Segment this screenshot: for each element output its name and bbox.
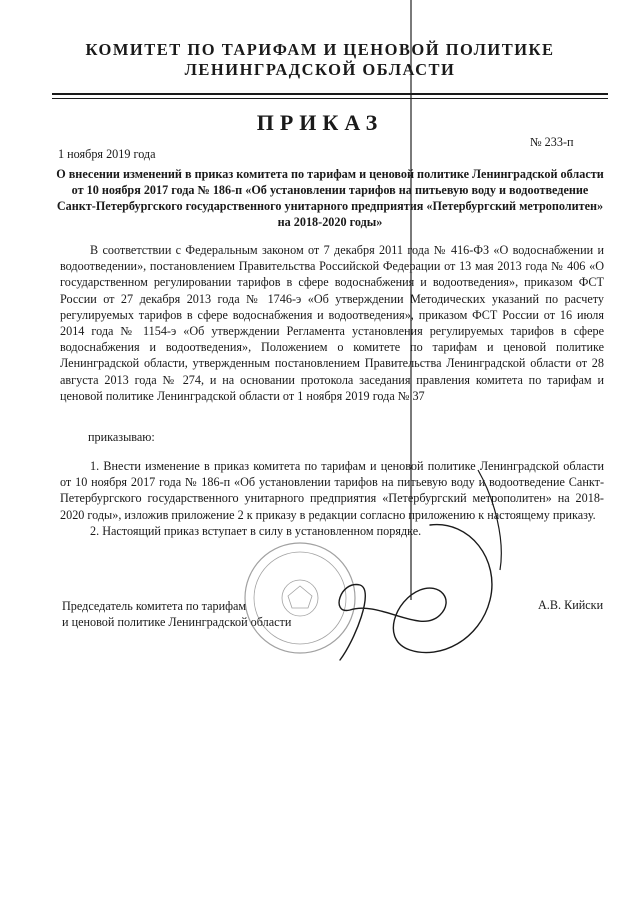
org-name-line2: ЛЕНИНГРАДСКОЙ ОБЛАСТИ [184,60,456,79]
org-name-line1: КОМИТЕТ ПО ТАРИФАМ И ЦЕНОВОЙ ПОЛИТИКЕ [85,40,555,59]
signatory-position [62,598,291,630]
signatory-position-line2: и ценовой политике Ленинградской области [62,615,292,630]
decree-word: приказываю: [88,430,155,444]
order-subject: О внесении изменений в приказ комитета по тарифам и ценовой политике Ленинградской области от 10 ноября 2017 года № 186-п «Об установлении тарифов на питьевую воду и водоотведение Санкт-Петербургского государственного унитарного предприятия «Петербургский метрополитен» на 2018-2020 годы» [56,167,604,229]
header-rule-thick [52,93,608,95]
preamble-text: В соответствии с Федеральным законом от 7 декабря 2011 года № 416-ФЗ «О водоснабжении и водоотведении», постановлением Правительства Российской Федерации от 13 мая 2013 года № 406 «О государственном регулировании тарифов в сфере водоснабжения и водоотведения», приказом ФСТ России от 27 декабря 2013 года № 1746-э «Об утверждении Методических указаний по расчету регулируемых тарифов в сфере водоснабжения и водоотведения», приказом ФСТ России от 16 июля 2014 года № 1154-э «Об утверждении Регламента установления регулируемых тарифов в сфере водоснабжения и водоотведения», Положением о комитете по тарифам и ценовой политике Ленинградской области, утвержденным постановлением Правительства Ленинградской области от 28 августа 2013 года № 274, и на основании протокола заседания правления комитета по тарифам и ценовой политике Ленинградской области от 1 ноября 2019 года № 37 [60,243,604,403]
preamble-block [60,242,604,404]
handwritten-signature-icon [339,525,492,660]
order-item-1: 1. Внести изменение в приказ комитета по тарифам и ценовой политике Ленинградской области от 10 ноября 2017 года № 186-п «Об установлении тарифов на питьевую воду и водоотведение Санкт-Петербургского государственного унитарного предприятия «Петербургский метрополитен» на 2018-2020 годы», изложив приложение 2 к приказу в редакции согласно приложению к настоящему приказу. [60,459,604,522]
order-number: № 233-п [530,135,574,149]
signatory-name: А.В. Кийски [538,598,604,612]
order-date: 1 ноября 2019 года [58,147,156,161]
order-item-2: 2. Настоящий приказ вступает в силу в установленном порядке. [90,523,422,538]
header-rule-thin [52,98,608,99]
signatory-position-line1: Председатель комитета по тарифам [62,599,247,613]
order-title: ПРИКАЗ [256,110,384,135]
order-items [60,458,604,539]
